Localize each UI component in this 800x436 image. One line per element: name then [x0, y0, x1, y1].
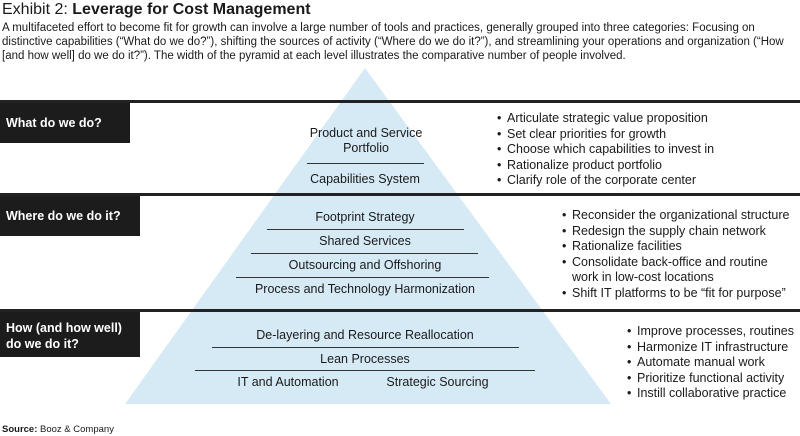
source-label: Source:	[2, 424, 38, 435]
bullet-list-what	[497, 111, 714, 189]
level-product-service-portfolio: Product and Service Portfolio	[309, 126, 423, 155]
bullet-item: • Rationalize product portfolio	[497, 157, 662, 172]
level-capabilities-system: Capabilities System	[310, 172, 420, 186]
bullet-list-how	[627, 324, 794, 402]
level-divider	[251, 253, 478, 254]
level-it-automation: IT and Automation	[237, 375, 339, 389]
level-lean-processes: Lean Processes	[320, 352, 410, 366]
level-strategic-sourcing: Strategic Sourcing	[386, 375, 489, 389]
bullet-list-where	[562, 208, 798, 301]
level-outsourcing-offshoring: Outsourcing and Offshoring	[288, 258, 442, 272]
level-divider	[212, 347, 519, 348]
level-footprint-strategy: Footprint Strategy	[315, 210, 415, 224]
exhibit-intro: A multifaceted effort to become fit for growth can involve a large number of tools and practices, generally grouped into three categories: Focusing on distinctive capabilities (“What do we do?”), shifting the sources of activity (“Where do we do it?”), and streamlining your operations and organization (“How [and how well] do we do it?”). The width of the pyramid at each level illustrates the comparative number of people involved.	[2, 22, 784, 62]
section-label-where: Where do we do it?	[0, 196, 140, 236]
bullet-item: • Set clear priorities for growth	[497, 126, 667, 141]
bullet-item: • Reconsider the organizational structure	[562, 208, 790, 222]
bullet-item: • Articulate strategic value proposition	[497, 111, 708, 125]
bullet-item: • Prioritize functional activity	[627, 370, 785, 385]
exhibit-heading: Leverage for Cost Management	[72, 1, 311, 18]
level-divider	[267, 229, 464, 230]
bullet-item: • Automate manual work	[627, 355, 765, 369]
level-process-technology-harmonization: Process and Technology Harmonization	[254, 282, 476, 296]
section-label-how	[0, 312, 140, 357]
level-shared-services: Shared Services	[319, 234, 411, 248]
bullet-item: • Redesign the supply chain network	[562, 223, 766, 238]
level-divider	[307, 163, 424, 164]
section-label-how-text: How (and how well) do we do it?	[6, 320, 122, 351]
bullet-item: • Shift IT platforms to be “fit for purpose”	[562, 285, 786, 300]
level-divider	[236, 277, 489, 278]
bullet-item: • Improve processes, routines	[627, 324, 795, 338]
bullet-item: • Clarify role of the corporate center	[497, 173, 696, 187]
exhibit-number: Exhibit 2:	[2, 1, 73, 18]
source-text: Booz & Company	[37, 424, 114, 435]
level-delayering-resource-reallocation: De-layering and Resource Reallocation	[256, 328, 474, 342]
bullet-item: • Harmonize IT infrastructure	[627, 339, 789, 354]
section-label-what: What do we do?	[0, 103, 130, 143]
bullet-item: • Rationalize facilities	[562, 239, 682, 253]
level-divider	[195, 370, 535, 371]
bullet-item: • Instill collaborative practice	[627, 386, 787, 400]
bullet-item: • Choose which capabilities to invest in	[497, 142, 715, 156]
bullet-item: • Consolidate back-office and routine work in low-cost locations	[562, 254, 768, 284]
source-note	[2, 424, 114, 435]
